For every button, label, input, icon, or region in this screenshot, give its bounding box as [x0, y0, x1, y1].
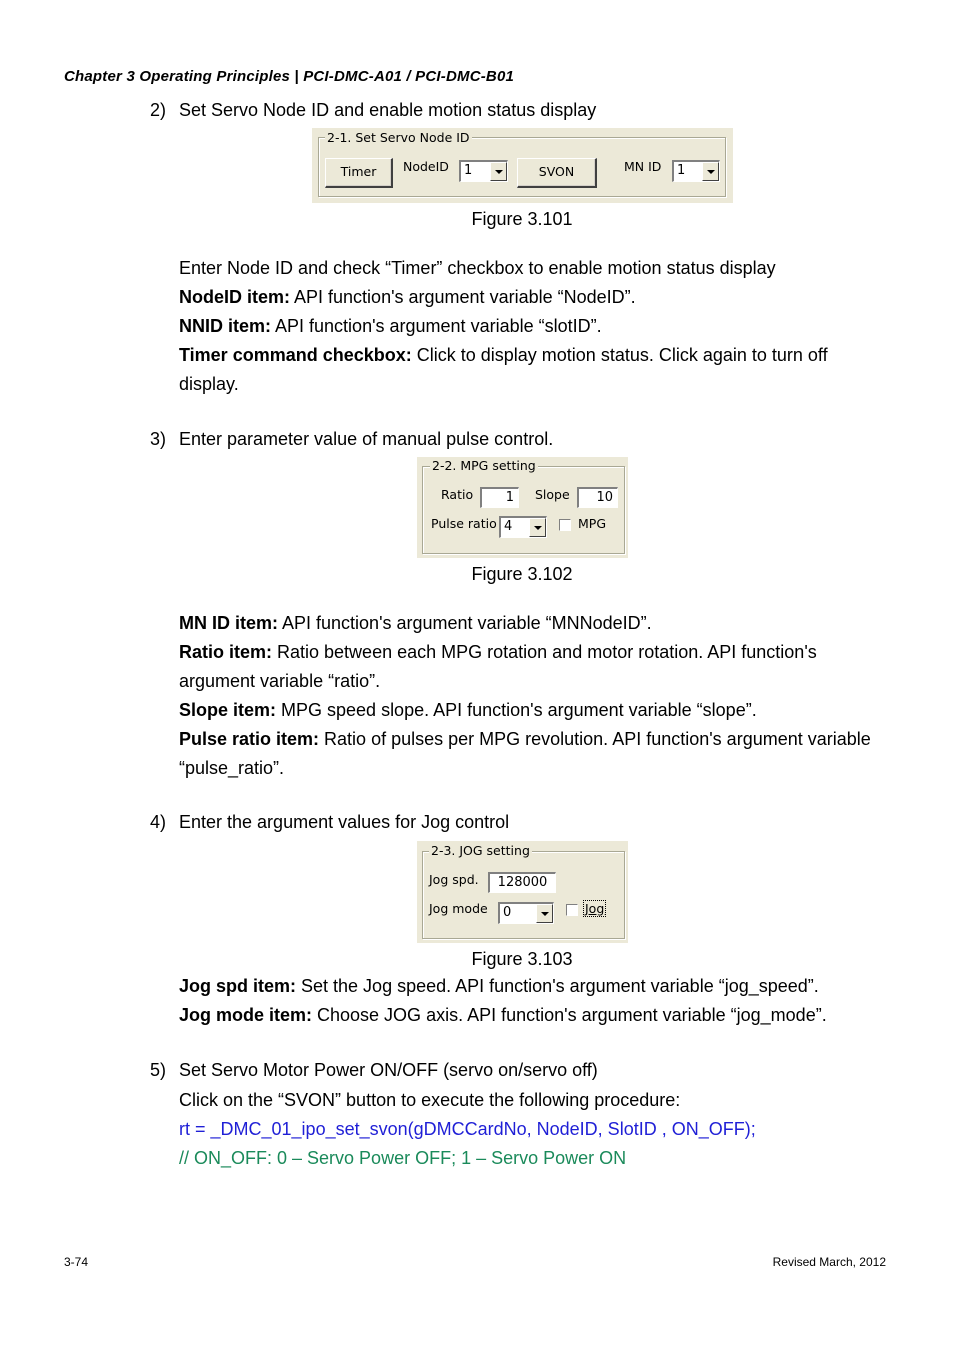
- group-title: 2-3. JOG setting: [431, 843, 530, 858]
- description-line: Enter Node ID and check “Timer” checkbox to enable motion status display: [179, 258, 776, 278]
- description-line: Click on the “SVON” button to execute the following procedure:: [179, 1090, 681, 1110]
- step-5-heading: [150, 1060, 598, 1081]
- pulse-ratio-value: 4: [504, 519, 513, 534]
- step-text: Set Servo Node ID and enable motion status display: [179, 100, 597, 120]
- page-number: 3-74: [64, 1255, 89, 1269]
- chevron-down-icon[interactable]: [702, 162, 719, 181]
- mnid-value: 1: [677, 163, 686, 178]
- nodeid-value: 1: [464, 163, 473, 178]
- step-5-description: [179, 1086, 879, 1173]
- set-servo-node-id-panel: [312, 128, 733, 203]
- running-header: Chapter 3 Operating Principles | PCI-DMC-A01 / PCI-DMC-B01: [64, 68, 515, 85]
- mpg-label: MPG: [578, 516, 607, 531]
- nodeid-label: NodeID: [403, 159, 449, 174]
- step-3-description: [179, 609, 879, 783]
- step-4-heading: [150, 812, 509, 833]
- step-2-description: [179, 254, 879, 399]
- step-3-heading: [150, 429, 553, 450]
- nodeid-item-def: NodeID item: API function's argument variable “NodeID”.: [179, 287, 636, 307]
- pulse-ratio-select[interactable]: [499, 516, 547, 538]
- timer-button[interactable]: Timer: [325, 158, 393, 188]
- slope-label: Slope: [535, 487, 570, 502]
- revision-date: Revised March, 2012: [772, 1255, 886, 1269]
- svon-button[interactable]: SVON: [517, 158, 597, 188]
- jog-setting-group: [422, 851, 625, 939]
- jog-setting-panel: [417, 841, 628, 943]
- mnid-select[interactable]: [672, 160, 720, 182]
- jog-speed-input[interactable]: 128000: [488, 872, 556, 893]
- pulse-ratio-label: Pulse ratio: [431, 516, 497, 531]
- pulse-ratio-item-def: Pulse ratio item: Ratio of pulses per MPG revolution. API function's argument variable “pulse_ratio”.: [179, 729, 871, 778]
- chevron-down-icon[interactable]: [536, 904, 553, 923]
- step-number: 4): [150, 812, 167, 832]
- step-text: Enter parameter value of manual pulse control.: [179, 429, 554, 449]
- mpg-checkbox[interactable]: [559, 519, 571, 531]
- slope-input[interactable]: 10: [577, 487, 618, 508]
- step-text: Set Servo Motor Power ON/OFF (servo on/servo off): [179, 1060, 598, 1080]
- slope-item-def: Slope item: MPG speed slope. API function's argument variable “slope”.: [179, 700, 757, 720]
- ratio-input[interactable]: 1: [480, 487, 519, 508]
- nnid-item-def: NNID item: API function's argument variable “slotID”.: [179, 316, 602, 336]
- nodeid-select[interactable]: [459, 160, 508, 182]
- code-line: rt = _DMC_01_ipo_set_svon(gDMCCardNo, NodeID, SlotID , ON_OFF);: [179, 1119, 756, 1139]
- code-comment: // ON_OFF: 0 – Servo Power OFF; 1 – Servo Power ON: [179, 1148, 627, 1168]
- chevron-down-icon[interactable]: [490, 162, 507, 181]
- jog-speed-label: Jog spd.: [429, 872, 479, 887]
- figure-caption: Figure 3.103: [471, 949, 573, 969]
- step-number: 2): [150, 100, 167, 120]
- mpg-setting-panel: [417, 457, 628, 558]
- jog-mode-value: 0: [503, 905, 512, 920]
- figure-caption: Figure 3.102: [471, 564, 573, 584]
- jog-checkbox[interactable]: [566, 904, 578, 916]
- mnid-item-def: MN ID item: API function's argument variable “MNNodeID”.: [179, 613, 652, 633]
- mpg-setting-group: [422, 466, 625, 554]
- jog-label[interactable]: Jog: [585, 901, 605, 916]
- ratio-label: Ratio: [441, 487, 474, 502]
- jog-mode-select[interactable]: [498, 902, 554, 924]
- step-number: 5): [150, 1060, 167, 1080]
- step-4-description: [179, 972, 899, 1030]
- mnid-label: MN ID: [624, 159, 662, 174]
- group-title: 2-2. MPG setting: [432, 458, 536, 473]
- figure-caption: Figure 3.101: [471, 209, 573, 229]
- jog-mode-item-def: Jog mode item: Choose JOG axis. API function's argument variable “jog_mode”.: [179, 1005, 827, 1025]
- chevron-down-icon[interactable]: [529, 518, 546, 537]
- step-text: Enter the argument values for Jog control: [179, 812, 510, 832]
- timer-item-def: Timer command checkbox: Click to display motion status. Click again to turn off display.: [179, 345, 828, 394]
- jog-mode-label: Jog mode: [429, 901, 488, 916]
- step-number: 3): [150, 429, 167, 449]
- jog-speed-item-def: Jog spd item: Set the Jog speed. API function's argument variable “jog_speed”.: [179, 976, 819, 996]
- group-title: 2-1. Set Servo Node ID: [327, 130, 470, 145]
- step-2-heading: [150, 100, 596, 121]
- ratio-item-def: Ratio item: Ratio between each MPG rotation and motor rotation. API function's argument variable “ratio”.: [179, 642, 817, 691]
